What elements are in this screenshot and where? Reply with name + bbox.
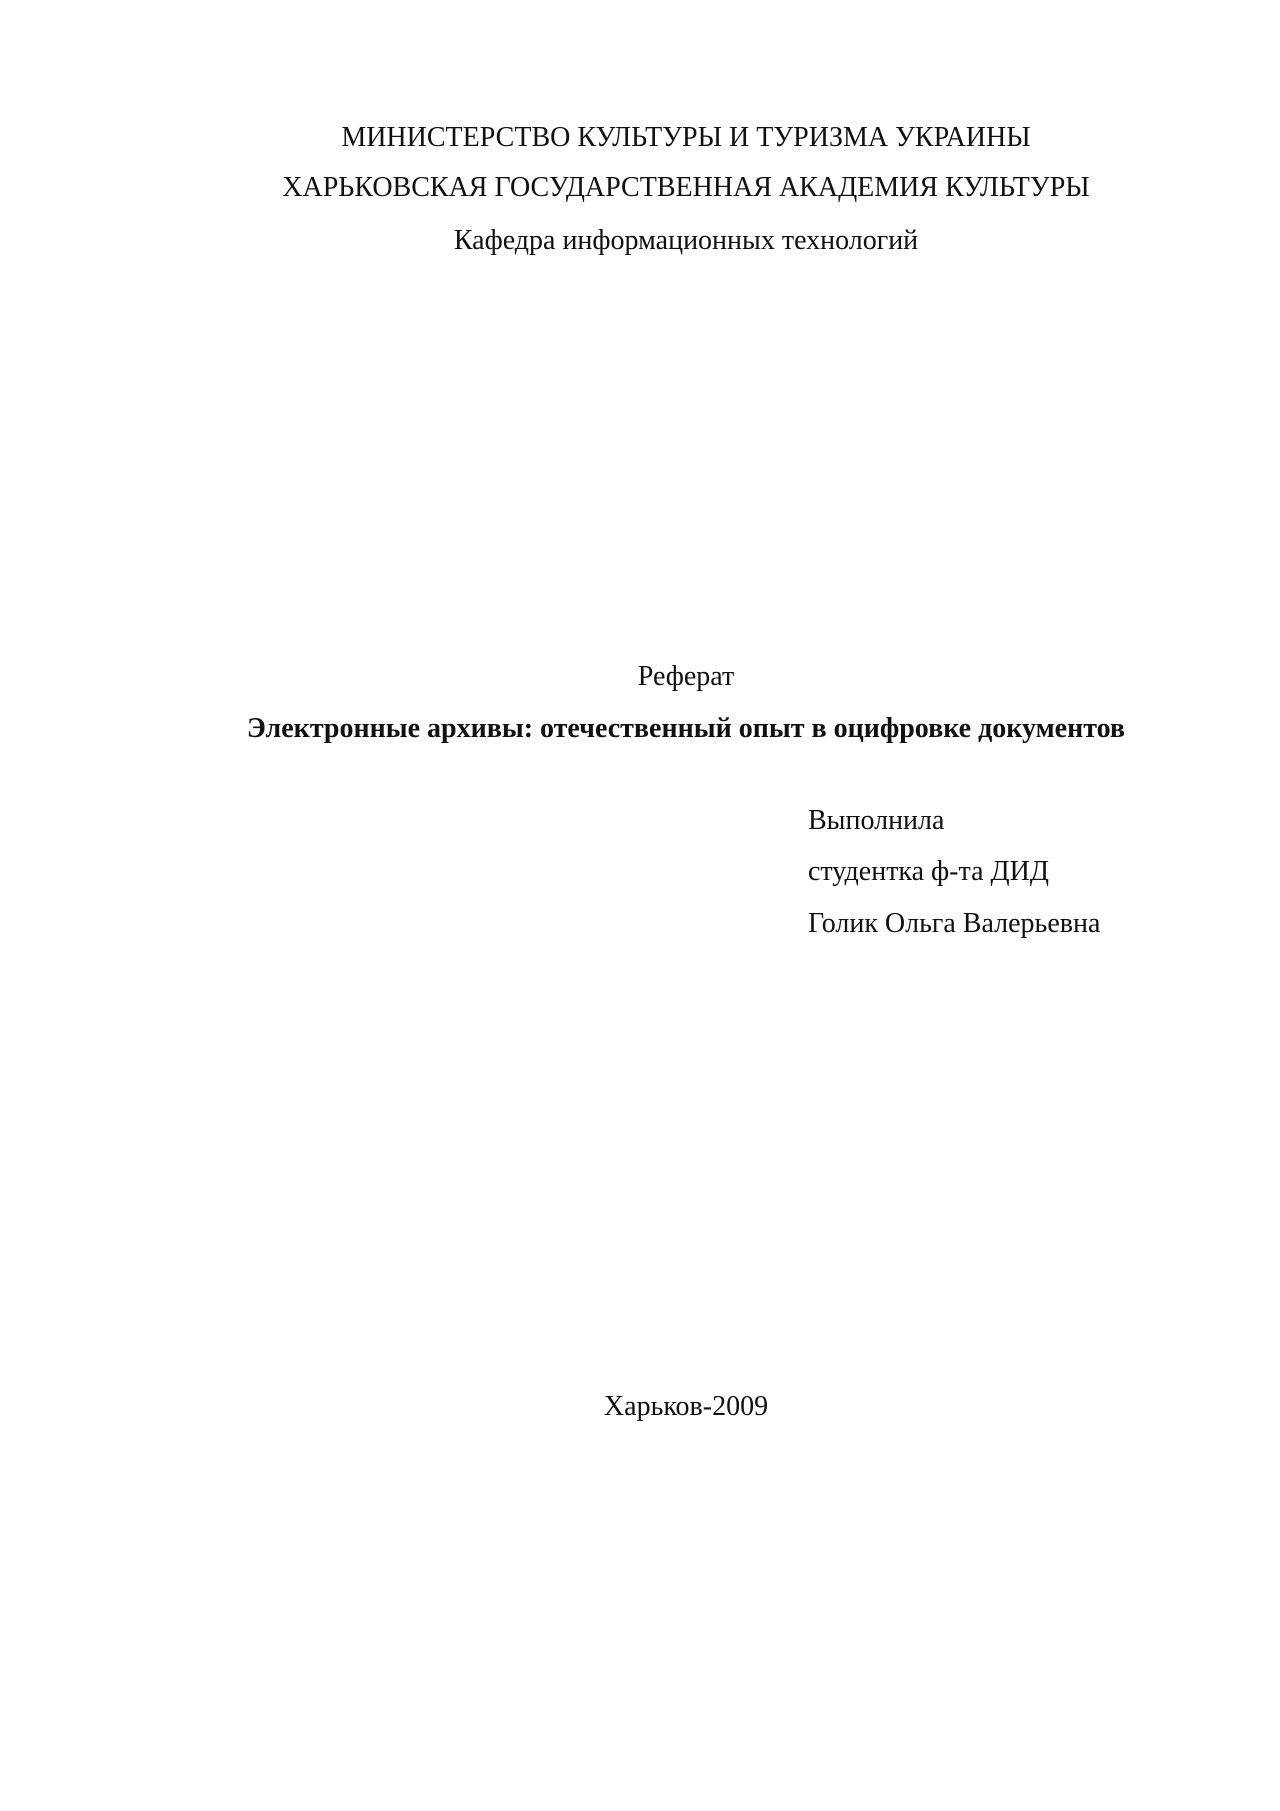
author-name: Голик Ольга Валерьевна [808, 908, 1101, 939]
document-type: Реферат [637, 661, 735, 692]
student-info: студентка ф-та ДИД [808, 856, 1049, 887]
document-topic: Электронные архивы: отечественный опыт в оцифровке документов [246, 713, 1126, 744]
department-heading: Кафедра информационных технологий [453, 225, 919, 256]
academy-heading: ХАРЬКОВСКАЯ ГОСУДАРСТВЕННАЯ АКАДЕМИЯ КУЛЬТУРЫ [282, 172, 1090, 203]
city-year: Харьков-2009 [603, 1391, 769, 1422]
performed-by-label: Выполнила [808, 805, 945, 836]
ministry-heading: МИНИСТЕРСТВО КУЛЬТУРЫ И ТУРИЗМА УКРАИНЫ [341, 122, 1031, 153]
